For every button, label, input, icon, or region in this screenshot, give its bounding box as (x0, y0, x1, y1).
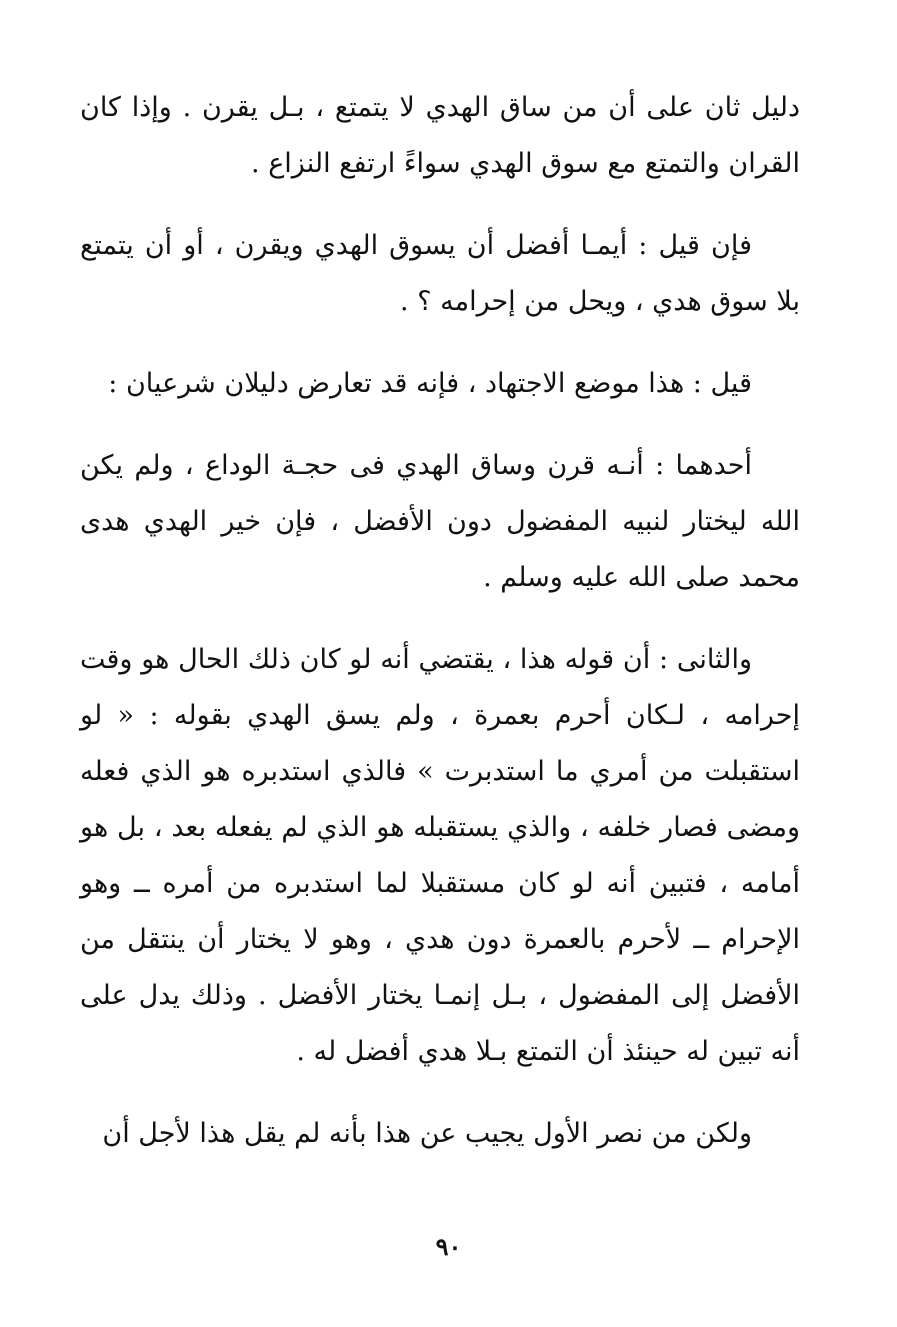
paragraph-5: والثانى : أن قوله هذا ، يقتضي أنه لو كان ذلك الحال هو وقت إحرامه ، لـكان أحرم بعمرة ، ولم يسق الهدي بقوله : « لو استقبلت من أمري ما استدبرت » فالذي استدبره هو الذي فعله ومضى فصار خلفه ، والذي يستقبله هو الذي لم يفعله بعد ، بل هو أمامه ، فتبين أنه لو كان مستقبلا لما استدبره من أمره ــ وهو الإحرام ــ لأحرم بالعمرة دون هدي ، وهو لا يختار أن ينتقل من الأفضل إلى المفضول ، بـل إنمـا يختار الأفضل . وذلك يدل على أنه تبين له حينئذ أن التمتع بـلا هدي أفضل له . (80, 644, 801, 1067)
page-body (80, 80, 800, 1188)
paragraph-4: أحدهما : أنـه قرن وساق الهدي فى حجـة الوداع ، ولم يكن الله ليختار لنبيه المفضول دون الأفضل ، فإن خير الهدي هدى محمد صلى الله عليه وسلم . (80, 450, 800, 593)
paragraph-3: قيل : هذا موضع الاجتهاد ، فإنه قد تعارض دليلان شرعيان : (108, 368, 752, 399)
page-number: ٩٠ (435, 1232, 462, 1261)
paragraph-6: ولكن من نصر الأول يجيب عن هذا بأنه لم يقل هذا لأجل أن (102, 1118, 752, 1149)
paragraph-1: دليل ثان على أن من ساق الهدي لا يتمتع ، بـل يقرن . وإذا كان القران والتمتع مع سوق الهدي سواءً ارتفع النزاع . (80, 92, 800, 179)
paragraph-2: فإن قيل : أيمـا أفضل أن يسوق الهدي ويقرن ، أو أن يتمتع بلا سوق هدي ، ويحل من إحرامه ؟ . (80, 230, 800, 317)
